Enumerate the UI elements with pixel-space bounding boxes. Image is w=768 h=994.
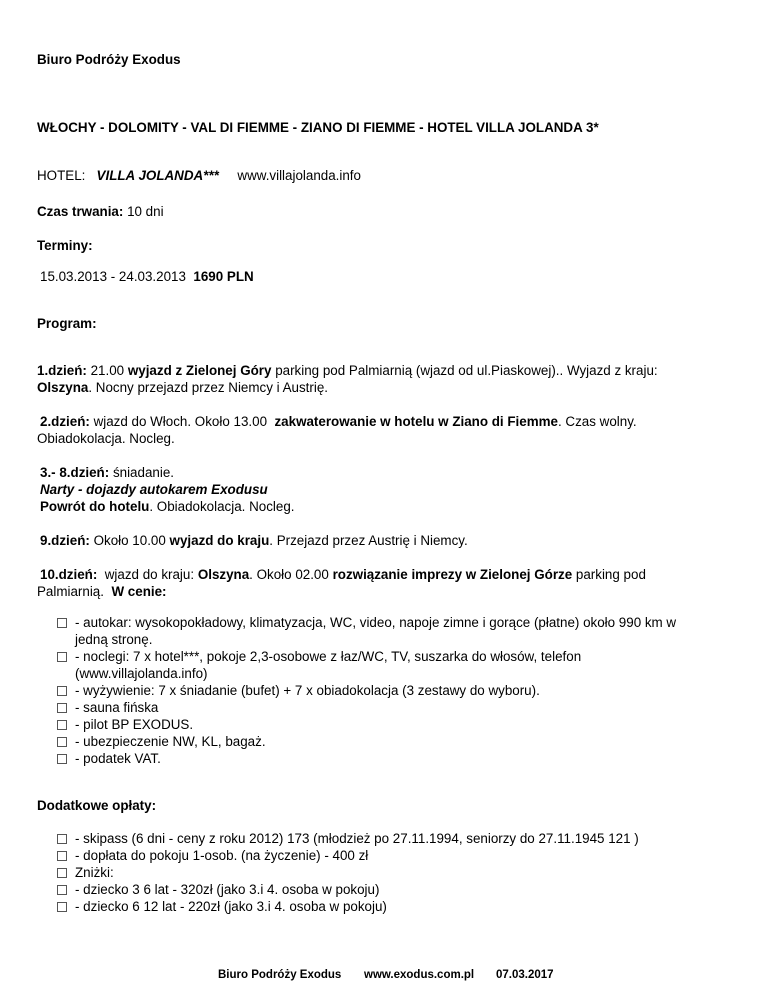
day3-8-line3 bbox=[40, 498, 295, 515]
list-item: - dziecko 6 12 lat - 220zł (jako 3.i 4. osoba w pokoju) bbox=[75, 899, 387, 914]
day9-line bbox=[40, 532, 468, 549]
list-item: - dziecko 3 6 lat - 320zł (jako 3.i 4. osoba w pokoju) bbox=[75, 882, 380, 897]
bullet-icon bbox=[57, 686, 67, 696]
footer-website[interactable]: www.exodus.com.pl bbox=[364, 969, 475, 981]
day3-8-label: 3.- 8.dzień: bbox=[40, 465, 110, 480]
day2-checkin: zakwaterowanie w hotelu w Ziano di Fiemme bbox=[274, 414, 558, 429]
bullet-icon bbox=[57, 868, 67, 878]
day1-label: 1.dzień: bbox=[37, 363, 87, 378]
bullet-icon bbox=[57, 618, 67, 628]
list-item: - ubezpieczenie NW, KL, bagaż. bbox=[75, 734, 266, 749]
terms-price: 1690 PLN bbox=[193, 269, 254, 284]
footer-date: 07.03.2017 bbox=[496, 969, 554, 981]
company-header: Biuro Podróży Exodus bbox=[37, 52, 181, 67]
list-item: - noclegi: 7 x hotel***, pokoje 2,3-osobowe z łaz/WC, TV, suszarka do włosów, telefon bbox=[75, 649, 582, 664]
day3-8-return: Powrót do hotelu bbox=[40, 499, 150, 514]
list-item: - wyżywienie: 7 x śniadanie (bufet) + 7 x obiadokolacja (3 zestawy do wyboru). bbox=[75, 683, 540, 698]
bullet-icon bbox=[57, 737, 67, 747]
list-item: Zniżki: bbox=[75, 865, 114, 880]
bullet-icon bbox=[57, 652, 67, 662]
bullet-icon bbox=[57, 885, 67, 895]
bullet-icon bbox=[57, 851, 67, 861]
hotel-url[interactable]: www.villajolanda.info bbox=[237, 168, 361, 183]
page-title: WŁOCHY - DOLOMITY - VAL DI FIEMME - ZIANO DI FIEMME - HOTEL VILLA JOLANDA 3* bbox=[37, 120, 599, 135]
day3-8-line1 bbox=[40, 464, 174, 481]
list-item: - dopłata do pokoju 1-osob. (na życzenie) - 400 zł bbox=[75, 848, 369, 863]
day2-line2: Obiadokolacja. Nocleg. bbox=[37, 431, 175, 446]
bullet-icon bbox=[57, 703, 67, 713]
bullet-icon bbox=[57, 834, 67, 844]
day2-text: wjazd do Włoch. Około 13.00 bbox=[93, 414, 268, 429]
day3-8-text2: . Obiadokolacja. Nocleg. bbox=[149, 499, 295, 514]
day10-end: rozwiązanie imprezy w Zielonej Górze bbox=[332, 567, 573, 582]
bullet-icon bbox=[57, 902, 67, 912]
list-item: jedną stronę. bbox=[75, 632, 153, 647]
duration-line bbox=[37, 203, 164, 220]
day1-text2: . Nocny przejazd przez Niemcy i Austrię. bbox=[88, 380, 328, 395]
day1-line1 bbox=[37, 362, 658, 379]
day10-time: . Około 02.00 bbox=[249, 567, 329, 582]
day9-time: Około 10.00 bbox=[93, 533, 166, 548]
day10-text2: parking pod bbox=[575, 567, 646, 582]
day9-departure: wyjazd do kraju bbox=[169, 533, 270, 548]
bullet-icon bbox=[57, 720, 67, 730]
day3-8-text: śniadanie. bbox=[112, 465, 174, 480]
list-item: - skipass (6 dni - ceny z roku 2012) 173 (młodzież po 27.11.1994, seniorzy do 27.11.1945 121 ) bbox=[75, 831, 639, 846]
day9-label: 9.dzień: bbox=[40, 533, 90, 548]
day10-label: 10.dzień: bbox=[40, 567, 98, 582]
bullet-icon bbox=[57, 754, 67, 764]
day9-text: . Przejazd przez Austrię i Niemcy. bbox=[269, 533, 468, 548]
day10-border: Olszyna bbox=[197, 567, 250, 582]
day1-line2 bbox=[37, 379, 328, 396]
hotel-label: HOTEL: bbox=[37, 168, 86, 183]
duration-label: Czas trwania: bbox=[37, 204, 124, 219]
hotel-name: VILLA JOLANDA*** bbox=[96, 168, 219, 183]
terms-label: Terminy: bbox=[37, 238, 93, 253]
day10-text: wjazd do kraju: bbox=[104, 567, 195, 582]
list-item: - sauna fińska bbox=[75, 700, 159, 715]
day10-line1 bbox=[40, 566, 646, 583]
day1-border: Olszyna bbox=[37, 380, 89, 395]
list-item: (www.villajolanda.info) bbox=[75, 666, 208, 681]
terms-line bbox=[40, 268, 254, 285]
terms-dates: 15.03.2013 - 24.03.2013 bbox=[40, 269, 186, 284]
footer-company: Biuro Podróży Exodus bbox=[218, 969, 342, 981]
hotel-line bbox=[37, 167, 361, 184]
program-label: Program: bbox=[37, 316, 97, 331]
day10-line2 bbox=[37, 583, 167, 600]
list-item: - autokar: wysokopokładowy, klimatyzacja, WC, video, napoje zimne i gorące (płatne) około 990 km w bbox=[75, 615, 677, 630]
included-label: W cenie: bbox=[111, 584, 167, 599]
day1-departure: wyjazd z Zielonej Góry bbox=[127, 363, 272, 378]
day2-label: 2.dzień: bbox=[40, 414, 90, 429]
day10-place: Palmiarnią. bbox=[37, 584, 104, 599]
list-item: - podatek VAT. bbox=[75, 751, 161, 766]
extra-fees-label: Dodatkowe opłaty: bbox=[37, 798, 157, 813]
list-item: - pilot BP EXODUS. bbox=[75, 717, 194, 732]
day1-time: 21.00 bbox=[90, 363, 125, 378]
duration-value: 10 dni bbox=[127, 204, 164, 219]
day2-line1 bbox=[40, 413, 637, 430]
day2-text2: . Czas wolny. bbox=[557, 414, 637, 429]
day3-8-ski: Narty - dojazdy autokarem Exodusu bbox=[40, 482, 268, 497]
day1-text: parking pod Palmiarnią (wjazd od ul.Piaskowej).. Wyjazd z kraju: bbox=[275, 363, 658, 378]
